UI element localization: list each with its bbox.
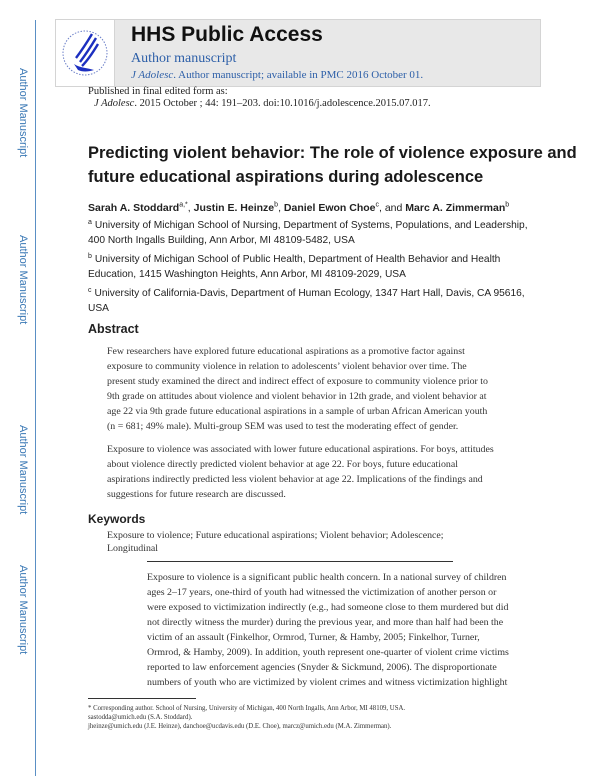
- hhs-header: [55, 19, 541, 87]
- body-line: victim of an assault (Finkelhor, Ormrod, Turner, & Hamby, 2005; Finkelhor, Turner,: [147, 632, 480, 643]
- title-line: Predicting violent behavior: The role of violence exposure and: [88, 144, 577, 162]
- journal-name: J Adolesc: [131, 69, 174, 81]
- author-affiliation-sup: b: [274, 201, 279, 209]
- sidebar-label: Author Manuscript: [17, 565, 29, 655]
- affiliation-line: USA: [88, 303, 109, 314]
- body-line: reported to law enforcement agencies (Snyder & Sickmund, 2006). The disproportionate: [147, 662, 497, 673]
- abstract-line: (n = 681; 49% male). Multi-group SEM was used to test the moderating effect of gender.: [107, 421, 459, 432]
- abstract-line: aspirations indirectly predicted less violent behavior at age 22. Implications of the findings and: [107, 474, 483, 485]
- sidebar-label: Author Manuscript: [17, 235, 29, 325]
- availability-text: . Author manuscript; available in PMC 2016 October 01.: [173, 69, 424, 81]
- published-label: Published in final edited form as:: [88, 86, 228, 97]
- abstract-line: 9th grade on attitudes about violence and violent behavior in 12th grade, and violent behavior at: [107, 391, 487, 402]
- author-name: Marc A. Zimmerman: [405, 202, 506, 214]
- author-affiliation-sup: b: [505, 201, 510, 209]
- abstract-line: suggestions for future research are discussed.: [107, 489, 286, 500]
- body-line: not directly witness the murder) during the previous year, and more than half had been the: [147, 617, 504, 628]
- body-line: numbers of youth who are victimized by violent crimes and witness victimization highlight: [147, 677, 508, 688]
- keywords-list: [107, 529, 444, 555]
- footnote-line: * Corresponding author. School of Nursing, University of Michigan, 400 North Ingalls, Ann Arbor, MI 48109, USA.: [88, 705, 406, 712]
- affiliation-line: 400 North Ingalls Building, Ann Arbor, MI 48109-5482, USA: [88, 235, 355, 246]
- affiliation: [88, 218, 528, 248]
- hhs-eagle-logo-icon: [56, 20, 115, 86]
- abstract-line: exposure to community violence in relation to adolescents’ violent behavior over time. The: [107, 361, 467, 372]
- author-separator: , and: [379, 202, 406, 214]
- author-name: Sarah A. Stoddard: [88, 202, 180, 214]
- footnote-line: jheinze@umich.edu (J.E. Heinze), danchoe@ucdavis.edu (D.E. Choe), marcz@umich.edu (M.A. Zimmerman).: [88, 723, 392, 730]
- affiliation-line: [88, 218, 528, 233]
- body-paragraph: [147, 570, 509, 690]
- body-line: Ormrod, & Hamby, 2009). In addition, youth represent one-quarter of violent crime victims: [147, 647, 509, 658]
- header-title: HHS Public Access: [131, 23, 323, 46]
- abstract-paragraph: [107, 442, 494, 502]
- header-citation: [131, 69, 423, 81]
- section-divider: [147, 561, 453, 562]
- published-note: [88, 86, 431, 110]
- journal-name: J Adolesc: [94, 98, 135, 109]
- abstract-line: Exposure to violence was associated with lower future educational aspirations. For boys, attitudes: [107, 444, 494, 455]
- author-separator: ,: [278, 202, 284, 214]
- affiliation-sup: c: [88, 286, 92, 294]
- body-line: Exposure to violence is a significant public health concern. In a national survey of children: [147, 572, 507, 583]
- sidebar-label: Author Manuscript: [17, 425, 29, 515]
- title-line: future educational aspirations during adolescence: [88, 168, 484, 186]
- affiliation-text: University of Michigan School of Public Health, Department of Health Behavior and Health: [94, 254, 501, 265]
- abstract-line: about violence directly predicted violent behavior at age 22. For boys, future educational: [107, 459, 458, 470]
- footnotes: [88, 704, 405, 731]
- abstract-line: Few researchers have explored future educational aspirations as a promotive factor against: [107, 346, 465, 357]
- author-list: [88, 202, 509, 214]
- author-name: Justin E. Heinze: [193, 202, 275, 214]
- affiliation-sup: b: [88, 252, 92, 260]
- affiliation-text: University of California-Davis, Department of Human Ecology, 1347 Hart Hall, Davis, CA 95616,: [94, 288, 525, 299]
- article-title: [88, 141, 577, 189]
- citation: . 2015 October ; 44: 191–203. doi:10.1016/j.adolescence.2015.07.017.: [134, 98, 431, 109]
- footnote-line: sastodda@umich.edu (S.A. Stoddard).: [88, 714, 193, 721]
- author-separator: ,: [187, 202, 194, 214]
- abstract-line: age 22 via 9th grade future educational aspirations in a sample of urban African American youth: [107, 406, 488, 417]
- margin-rule: [35, 20, 36, 776]
- keywords-heading: Keywords: [88, 512, 146, 526]
- affiliation-sup: a: [88, 218, 92, 226]
- keyword-line: Longitudinal: [107, 543, 159, 554]
- abstract-line: present study examined the direct and indirect effect of exposure to community violence prior to: [107, 376, 488, 387]
- footnote-divider: [88, 698, 196, 699]
- author-affiliation-sup: a,*: [179, 201, 188, 209]
- author-affiliation-sup: c: [375, 201, 379, 209]
- affiliation: [88, 286, 528, 316]
- body-line: were exposed to victimization indirectly (e.g., had someone close to them murdered but did: [147, 602, 509, 613]
- affiliations: [88, 218, 528, 320]
- keyword-line: Exposure to violence; Future educational aspirations; Violent behavior; Adolescence;: [107, 530, 444, 541]
- body-line: ages 2–17 years, one-third of youth had witnessed the victimization of another person or: [147, 587, 497, 598]
- affiliation-line: [88, 252, 528, 267]
- abstract-paragraph: [107, 344, 488, 434]
- affiliation-text: University of Michigan School of Nursing, Department of Systems, Populations, and Leadership,: [94, 220, 528, 231]
- abstract-heading: Abstract: [88, 322, 139, 336]
- author-name: Daniel Ewon Choe: [283, 202, 376, 214]
- sidebar-label: Author Manuscript: [17, 68, 29, 158]
- affiliation-line: [88, 286, 528, 301]
- affiliation: [88, 252, 528, 282]
- affiliation-line: Education, 1415 Washington Heights, Ann Arbor, MI 48109-2029, USA: [88, 269, 406, 280]
- header-subtitle: Author manuscript: [131, 51, 237, 66]
